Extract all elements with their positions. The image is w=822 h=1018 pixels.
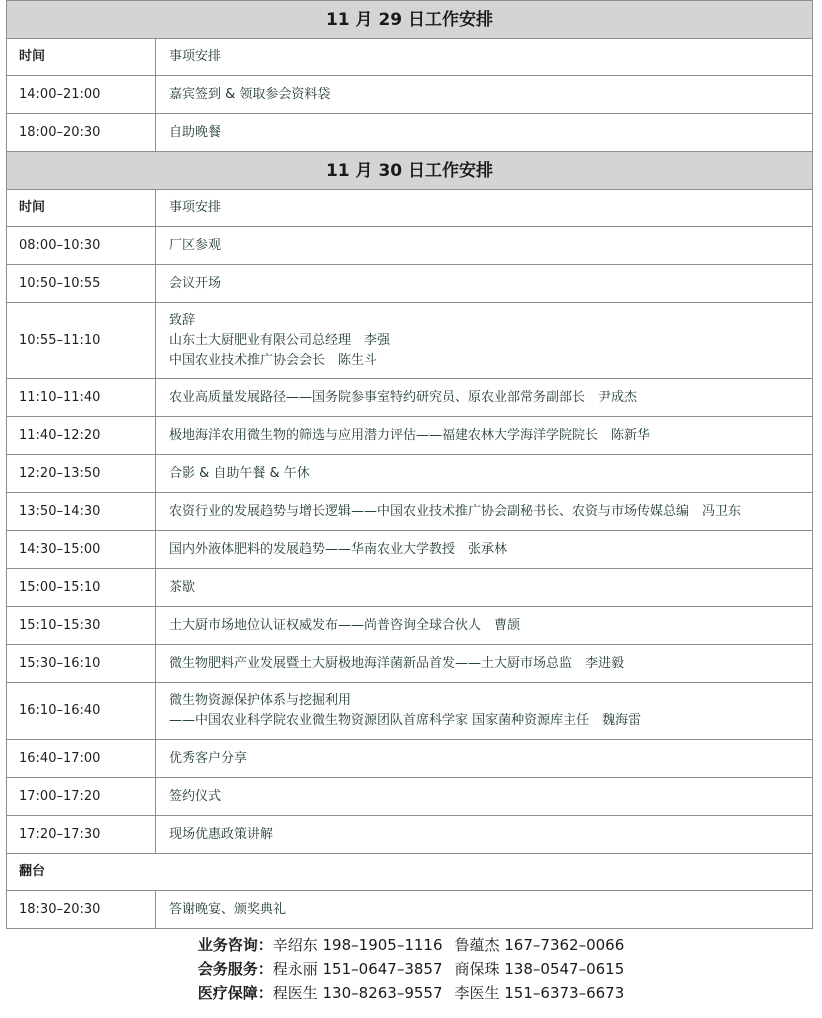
contact-person: 辛绍东 198–1905–1116 (272, 936, 443, 954)
table-row (7, 740, 813, 778)
item-cell: 签约仪式 (156, 778, 813, 816)
contact-person: 李医生 151–6373–6673 (454, 984, 625, 1002)
contact-label: 医疗保障： (197, 984, 273, 1002)
column-header-time: 时间 (7, 39, 156, 76)
table-row (7, 76, 813, 114)
item-cell: 嘉宾签到 & 领取参会资料袋 (156, 76, 813, 114)
item-cell: 微生物肥料产业发展暨土大厨极地海洋菌新品首发——土大厨市场总监 李进毅 (156, 645, 813, 683)
schedule-table (6, 0, 813, 929)
time-cell: 14:30–15:00 (7, 531, 156, 569)
table-row (7, 891, 813, 929)
table-row (7, 683, 813, 740)
contact-row (0, 981, 822, 1005)
table-row (7, 569, 813, 607)
time-cell: 17:00–17:20 (7, 778, 156, 816)
table-row (7, 645, 813, 683)
item-cell: 会议开场 (156, 265, 813, 303)
item-line: 微生物资源保护体系与挖掘利用 (169, 693, 352, 708)
item-cell: 合影 & 自助午餐 & 午休 (156, 455, 813, 493)
table-row (7, 303, 813, 379)
section-label: 翻台 (7, 854, 813, 891)
contact-person: 程医生 130–8263–9557 (272, 984, 443, 1002)
section-row (7, 854, 813, 891)
item-cell: 优秀客户分享 (156, 740, 813, 778)
table-row (7, 607, 813, 645)
item-cell: 答谢晚宴、颁奖典礼 (156, 891, 813, 929)
contact-label: 会务服务： (197, 960, 273, 978)
item-line: 山东土大厨肥业有限公司总经理 李强 (169, 332, 391, 348)
column-header-item: 事项安排 (156, 190, 813, 227)
time-cell: 10:55–11:10 (7, 303, 156, 379)
item-cell: 农业高质量发展路径——国务院参事室特约研究员、原农业部常务副部长 尹成杰 (156, 379, 813, 417)
day2-column-header-row (7, 190, 813, 227)
item-cell: 国内外液体肥料的发展趋势——华南农业大学教授 张承林 (156, 531, 813, 569)
time-cell: 15:10–15:30 (7, 607, 156, 645)
time-cell: 13:50–14:30 (7, 493, 156, 531)
time-cell: 15:00–15:10 (7, 569, 156, 607)
contact-row (0, 933, 822, 957)
contact-person: 商保珠 138–0547–0615 (454, 960, 625, 978)
day2-title: 11 月 30 日工作安排 (7, 152, 813, 190)
time-cell: 11:40–12:20 (7, 417, 156, 455)
item-cell: 茶歇 (156, 569, 813, 607)
item-cell: 农资行业的发展趋势与增长逻辑——中国农业技术推广协会副秘书长、农资与市场传媒总编 冯卫东 (156, 493, 813, 531)
time-cell: 17:20–17:30 (7, 816, 156, 854)
day1-column-header-row (7, 39, 813, 76)
time-cell: 18:00–20:30 (7, 114, 156, 152)
item-cell: 自助晚餐 (156, 114, 813, 152)
item-cell (156, 303, 813, 379)
contact-label: 业务咨询： (197, 936, 273, 954)
table-row (7, 493, 813, 531)
table-row (7, 227, 813, 265)
schedule-sheet (6, 0, 812, 929)
table-row (7, 265, 813, 303)
time-cell: 12:20–13:50 (7, 455, 156, 493)
item-cell: 土大厨市场地位认证权威发布——尚普咨询全球合伙人 曹颉 (156, 607, 813, 645)
table-row (7, 379, 813, 417)
table-row (7, 531, 813, 569)
item-cell: 厂区参观 (156, 227, 813, 265)
time-cell: 15:30–16:10 (7, 645, 156, 683)
table-row (7, 114, 813, 152)
item-line: ——中国农业科学院农业微生物资源团队首席科学家 国家菌种资源库主任 魏海雷 (169, 713, 642, 728)
contact-row (0, 957, 822, 981)
time-cell: 10:50–10:55 (7, 265, 156, 303)
contact-person: 鲁蕴杰 167–7362–0066 (454, 936, 625, 954)
time-cell: 14:00–21:00 (7, 76, 156, 114)
table-row (7, 778, 813, 816)
time-cell: 16:10–16:40 (7, 683, 156, 740)
item-cell: 极地海洋农用微生物的筛选与应用潜力评估——福建农林大学海洋学院院长 陈新华 (156, 417, 813, 455)
item-cell: 现场优惠政策讲解 (156, 816, 813, 854)
time-cell: 16:40–17:00 (7, 740, 156, 778)
time-cell: 11:10–11:40 (7, 379, 156, 417)
item-cell (156, 683, 813, 740)
item-line: 中国农业技术推广协会会长 陈生斗 (169, 352, 378, 368)
table-row (7, 455, 813, 493)
column-header-item: 事项安排 (156, 39, 813, 76)
contact-block (0, 933, 822, 1005)
time-cell: 18:30–20:30 (7, 891, 156, 929)
table-row (7, 417, 813, 455)
day2-header-row (7, 152, 813, 190)
table-row (7, 816, 813, 854)
contact-person: 程永丽 151–0647–3857 (272, 960, 443, 978)
day1-title: 11 月 29 日工作安排 (7, 1, 813, 39)
item-line: 致辞 (169, 312, 196, 328)
time-cell: 08:00–10:30 (7, 227, 156, 265)
column-header-time: 时间 (7, 190, 156, 227)
day1-header-row (7, 1, 813, 39)
